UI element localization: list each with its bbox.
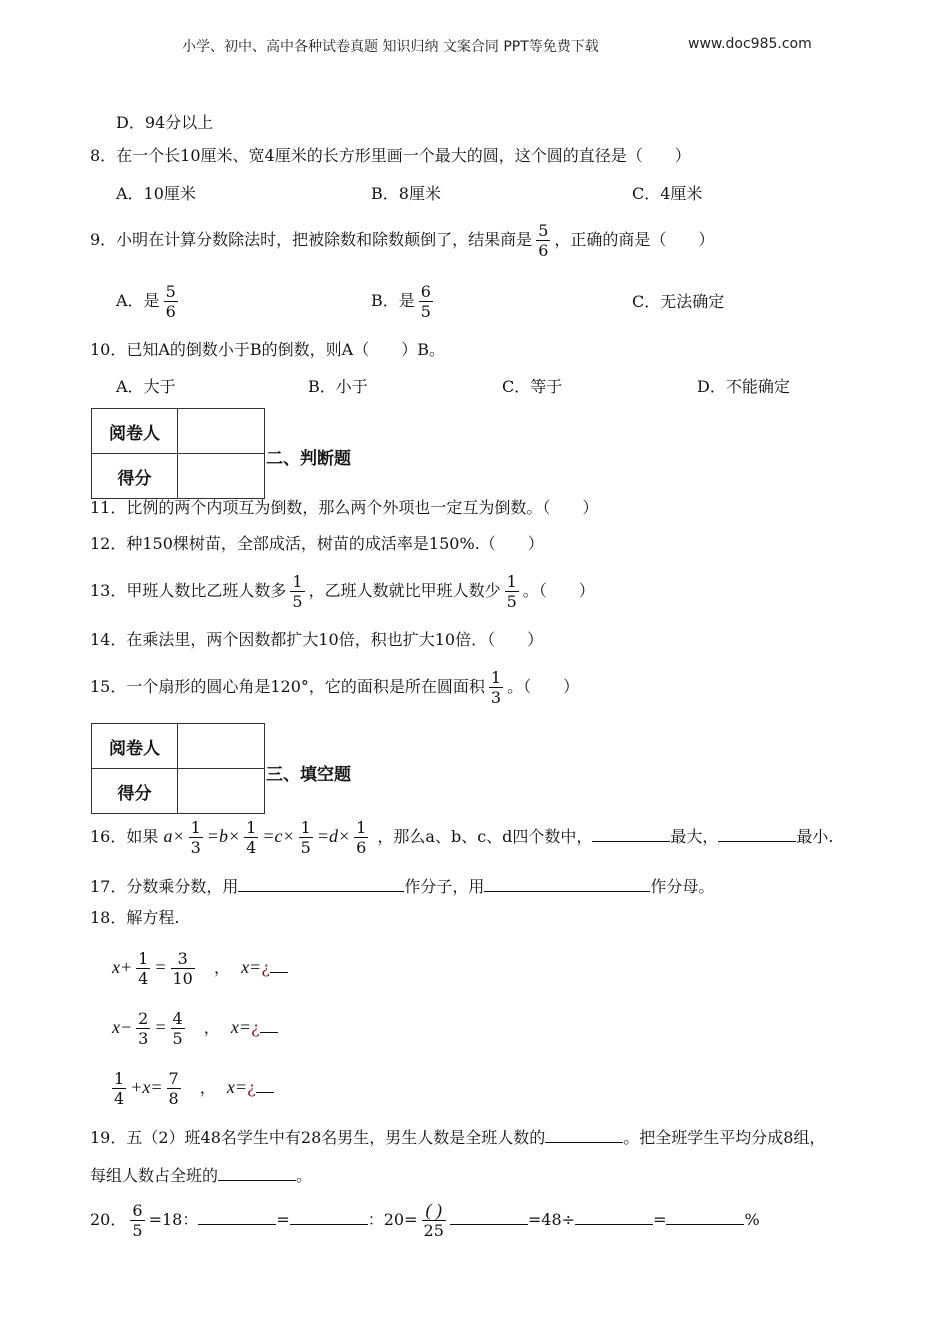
q16-blank-max[interactable] xyxy=(592,825,670,842)
q7-option-d: D．94分以上 xyxy=(116,113,214,132)
q17-part3: 作分母。 xyxy=(650,877,715,896)
q20-frac xyxy=(130,1201,144,1240)
grader-reviewer-label: 阅卷人 xyxy=(92,409,178,454)
q13-f1-den: 5 xyxy=(292,592,303,611)
q14-text: 14．在乘法里，两个因数都扩大10倍，积也扩大10倍．（ ） xyxy=(90,630,544,649)
q18-equation-2 xyxy=(112,1005,278,1050)
q13-frac1 xyxy=(290,572,304,611)
q16-eq-2: = xyxy=(262,826,275,846)
q18-eq1-frac-a xyxy=(136,949,150,988)
q18-eq1-a-num: 1 xyxy=(138,949,149,968)
q18-eq1-qmark: ¿ xyxy=(261,958,270,977)
q20-blank-4[interactable] xyxy=(575,1208,653,1225)
q16-times-2: × xyxy=(227,826,241,846)
q9-opt-b-num: 6 xyxy=(420,282,431,301)
q18-eq2-blank[interactable] xyxy=(260,1016,278,1033)
grader-reviewer-cell[interactable] xyxy=(178,409,265,454)
q15-f-den: 3 xyxy=(490,688,502,707)
q9-frac-den: 6 xyxy=(538,241,549,260)
q9-opt-a-frac xyxy=(164,282,178,321)
q20-t2: = xyxy=(276,1210,290,1229)
q18-eq2-a-den: 3 xyxy=(138,1029,149,1048)
q13-part3: 。（ ） xyxy=(522,581,595,600)
q8-option-c: C．4厘米 xyxy=(632,184,703,203)
q9-opt-b-label: B．是 xyxy=(371,291,415,310)
q18-eq3-b-den: 8 xyxy=(168,1089,179,1108)
q20-p-den: 25 xyxy=(423,1221,444,1240)
q13-f2-num: 1 xyxy=(506,572,517,591)
q16-frac-3 xyxy=(299,818,313,857)
q18-eq1-x: x xyxy=(112,957,120,977)
q19-part3: 每组人数占全班的 xyxy=(90,1166,219,1185)
q20-paren-frac xyxy=(422,1201,446,1240)
q9-text-before: 9．小明在计算分数除法时，把被除数和除数颠倒了，结果商是 xyxy=(90,230,533,249)
q18-eq3-eq: = xyxy=(150,1077,163,1097)
q18-eq3-a-num: 1 xyxy=(114,1069,125,1088)
q8-option-b: B．8厘米 xyxy=(371,184,441,203)
q18-label: 18．解方程. xyxy=(90,908,180,927)
q18-eq3-comma: ， xyxy=(199,1078,216,1097)
grader3-reviewer-label: 阅卷人 xyxy=(92,724,178,769)
q10-option-c: C．等于 xyxy=(502,377,563,396)
q9-text-after: ，正确的商是（ ） xyxy=(554,230,715,249)
grader3-score-cell[interactable] xyxy=(178,769,265,814)
q16-min: 最小. xyxy=(796,827,834,846)
q8-option-a: A．10厘米 xyxy=(116,184,196,203)
q20-f-num: 6 xyxy=(132,1201,143,1220)
q9-opt-a-label: A．是 xyxy=(116,291,160,310)
q18-eq1-comma: ， xyxy=(213,958,230,977)
q18-eq2-x: x xyxy=(112,1017,120,1037)
q20-t1: =18： xyxy=(148,1210,199,1229)
q18-eq1-blank[interactable] xyxy=(270,956,288,973)
q18-eq1-b-den: 10 xyxy=(172,969,193,988)
q13-part1: 13．甲班人数比乙班人数多 xyxy=(90,581,287,600)
q16-times-3: × xyxy=(282,826,295,846)
q18-eq3-blank[interactable] xyxy=(256,1076,274,1093)
q18-eq2-op: − xyxy=(120,1017,133,1037)
section-2-title: 二、判断题 xyxy=(266,449,351,469)
q18-eq1-op: + xyxy=(120,957,133,977)
q20-t6: % xyxy=(744,1210,760,1229)
q10-text: 10．已知A的倒数小于B的倒数，则A（ ）B。 xyxy=(90,340,445,359)
q16-den-1: 3 xyxy=(190,838,201,857)
q17-part1: 17．分数乘分数，用 xyxy=(90,877,239,896)
grader-table-3 xyxy=(91,723,265,814)
q18-equation-1 xyxy=(112,945,288,990)
q16-times-1: × xyxy=(172,826,185,846)
q16-var-a: a xyxy=(163,826,173,846)
q12-text: 12．种150棵树苗，全部成活，树苗的成活率是150%.（ ） xyxy=(90,534,544,553)
q20-question xyxy=(90,1198,760,1242)
q18-eq3-frac-b xyxy=(167,1069,181,1108)
header-site: www.doc985.com xyxy=(688,36,812,52)
q20-t4: =48÷ xyxy=(527,1210,576,1229)
q18-eq2-frac-b xyxy=(171,1009,185,1048)
q15-part2: 。（ ） xyxy=(507,677,580,696)
q18-eq3-frac-a xyxy=(112,1069,126,1108)
q13-f2-den: 5 xyxy=(506,592,517,611)
q9-opt-a-den: 6 xyxy=(165,302,176,321)
q20-f-den: 5 xyxy=(132,1221,143,1240)
q19-line-1 xyxy=(90,1126,825,1148)
q9-frac-num: 5 xyxy=(538,221,549,240)
q9-option-a xyxy=(116,280,182,322)
q9-option-b xyxy=(371,280,437,322)
q16-question xyxy=(90,814,834,859)
q16-num-2: 1 xyxy=(246,818,257,837)
q20-blank-3[interactable] xyxy=(450,1208,528,1225)
grader-table-2 xyxy=(91,408,265,499)
q11-text: 11．比例的两个内项互为倒数，那么两个外项也一定互为倒数。（ ） xyxy=(90,498,599,517)
q18-eq3-b-num: 7 xyxy=(168,1069,179,1088)
q18-eq3-op: + xyxy=(130,1077,143,1097)
q16-num-1: 1 xyxy=(190,818,201,837)
q18-eq3-ans: x= xyxy=(226,1077,248,1097)
q16-den-2: 4 xyxy=(246,838,257,857)
q9-option-c: C．无法确定 xyxy=(632,292,725,311)
q20-blank-1[interactable] xyxy=(198,1208,276,1225)
q18-eq3-x: x xyxy=(142,1077,151,1097)
q16-var-b: b xyxy=(218,826,228,846)
q20-p-num: ( ) xyxy=(425,1200,442,1220)
q13-part2: ，乙班人数就比甲班人数少 xyxy=(308,581,501,600)
q16-num-4: 1 xyxy=(356,818,367,837)
q16-frac-1 xyxy=(189,818,203,857)
q9-opt-b-frac xyxy=(419,282,433,321)
q13-frac2 xyxy=(505,572,519,611)
q15-f-num: 1 xyxy=(490,668,502,687)
q19-part2: 。把全班学生平均分成8组， xyxy=(623,1128,826,1147)
header-text: 小学、初中、高中各种试卷真题 知识归纳 文案合同 PPT等免费下载 xyxy=(182,39,599,55)
q20-t5: = xyxy=(653,1210,667,1229)
q13-question xyxy=(90,570,595,612)
q18-eq2-ans: x= xyxy=(230,1017,252,1037)
q19-part4: 。 xyxy=(296,1166,313,1185)
q18-equation-3 xyxy=(112,1065,274,1110)
q18-eq3-qmark: ¿ xyxy=(247,1078,256,1097)
q15-question xyxy=(90,666,579,708)
q10-option-a: A．大于 xyxy=(116,377,176,396)
q16-frac-2 xyxy=(244,818,258,857)
q18-eq1-b-num: 3 xyxy=(177,949,188,968)
grader3-reviewer-cell[interactable] xyxy=(178,724,265,769)
q18-eq2-qmark: ¿ xyxy=(251,1018,260,1037)
q17-blank-numerator[interactable] xyxy=(238,875,404,892)
q16-eq-3: = xyxy=(316,826,329,846)
q16-label: 16．如果 xyxy=(90,827,159,846)
q16-blank-min[interactable] xyxy=(718,825,796,842)
q17-blank-denominator[interactable] xyxy=(484,875,650,892)
q18-eq2-eq: = xyxy=(154,1017,167,1037)
q16-frac-4 xyxy=(354,818,368,857)
q16-middle: ，那么a、b、c、d四个数中， xyxy=(377,827,593,846)
q16-times-4: × xyxy=(337,826,351,846)
q19-blank-1[interactable] xyxy=(545,1126,623,1143)
grader-score-label: 得分 xyxy=(92,454,178,499)
q16-den-4: 6 xyxy=(356,838,367,857)
q15-frac xyxy=(489,668,503,707)
q16-eq-1: = xyxy=(206,826,219,846)
q19-blank-2[interactable] xyxy=(218,1164,296,1181)
q9-fraction xyxy=(536,221,550,260)
q18-eq2-comma: ， xyxy=(203,1018,220,1037)
q18-eq1-frac-b xyxy=(171,949,195,988)
grader3-score-label: 得分 xyxy=(92,769,178,814)
grader-score-cell[interactable] xyxy=(178,454,265,499)
q17-question xyxy=(90,875,714,897)
q13-f1-num: 1 xyxy=(292,572,303,591)
q15-part1: 15．一个扇形的圆心角是120°，它的面积是所在圆面积 xyxy=(90,677,485,696)
q20-label: 20． xyxy=(90,1210,127,1229)
q18-eq2-a-num: 2 xyxy=(138,1009,149,1028)
q18-eq3-a-den: 4 xyxy=(114,1089,125,1108)
q10-option-d: D．不能确定 xyxy=(697,377,790,396)
q16-den-3: 5 xyxy=(300,838,311,857)
q18-eq2-b-den: 5 xyxy=(172,1029,183,1048)
q19-line-2 xyxy=(90,1164,312,1186)
q16-max: 最大， xyxy=(670,827,719,846)
q9-opt-a-num: 5 xyxy=(165,282,176,301)
q20-t3: ：20= xyxy=(367,1210,418,1229)
section-3-title: 三、填空题 xyxy=(266,765,351,785)
q18-eq1-a-den: 4 xyxy=(138,969,149,988)
q17-part2: 作分子，用 xyxy=(404,877,485,896)
q10-option-b: B．小于 xyxy=(308,377,368,396)
q18-eq1-ans: x= xyxy=(241,957,262,977)
q16-var-c: c xyxy=(274,826,283,846)
q16-num-3: 1 xyxy=(300,818,311,837)
q18-eq2-b-num: 4 xyxy=(172,1009,183,1028)
q9-question xyxy=(90,219,714,261)
q8-text: 8．在一个长10厘米、宽4厘米的长方形里画一个最大的圆，这个圆的直径是（ ） xyxy=(90,146,691,165)
q19-part1: 19．五（2）班48名学生中有28名男生，男生人数是全班人数的 xyxy=(90,1128,546,1147)
q16-var-d: d xyxy=(328,826,338,846)
q20-blank-5[interactable] xyxy=(666,1208,744,1225)
q18-eq1-eq: = xyxy=(154,957,167,977)
q18-eq2-frac-a xyxy=(136,1009,150,1048)
q9-opt-b-den: 5 xyxy=(420,302,431,321)
q20-blank-2[interactable] xyxy=(290,1208,368,1225)
